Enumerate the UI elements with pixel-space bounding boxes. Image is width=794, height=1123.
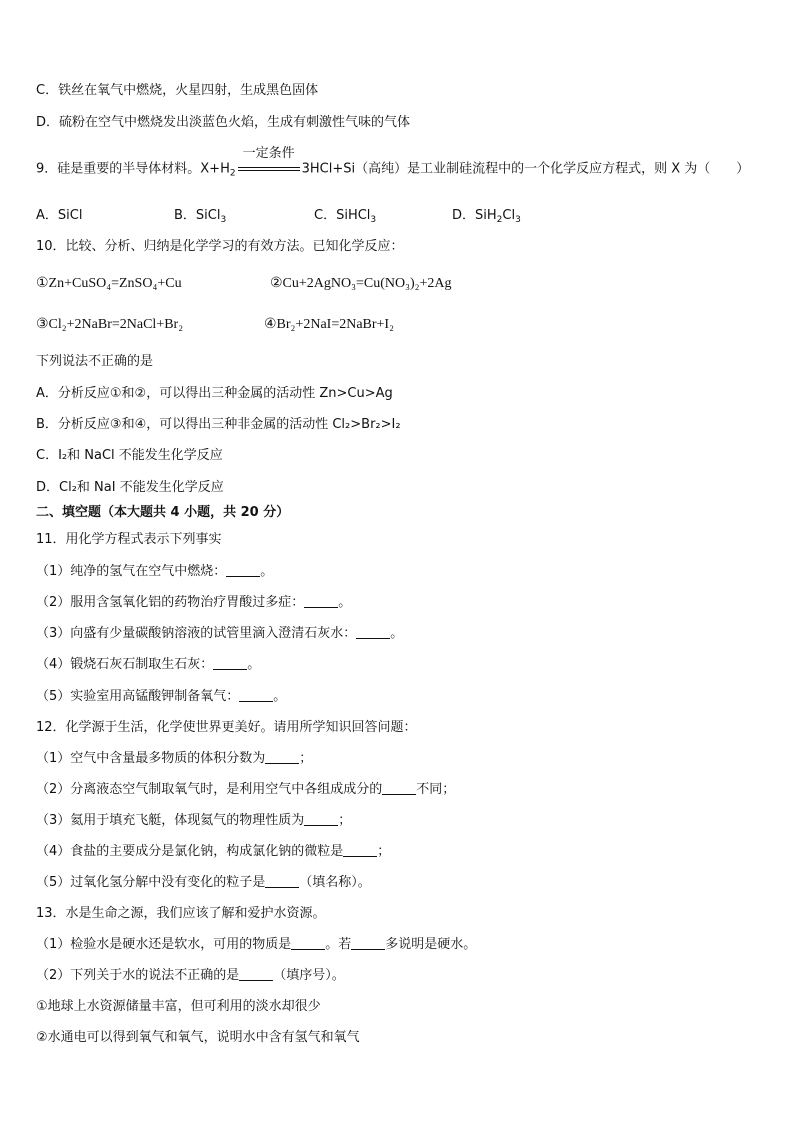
q10-question: 下列说法不正确的是	[36, 354, 154, 369]
q9-prefix: 9．硅是重要的半导体材料。X+H	[36, 161, 230, 177]
q9-option-c: C．SiHCl$_3$	[314, 208, 377, 225]
q9-suffix: 3HCl+Si（高纯）是工业制硅流程中的一个化学反应方程式，则 X 为（ ）	[301, 161, 750, 177]
answer-blank[interactable]	[213, 656, 247, 670]
q9-options	[36, 207, 521, 225]
q13-stem: 13．水是生命之源，我们应该了解和爱护水资源。	[36, 906, 326, 921]
answer-blank[interactable]	[382, 781, 416, 795]
q11-stem: 11．用化学方程式表示下列事实	[36, 532, 222, 547]
q13-item-1: （1）检验水是硬水还是软水，可用的物质是 。若 多说明是硬水。	[36, 937, 477, 952]
q8-option-c: C．铁丝在氧气中燃烧，火星四射，生成黑色固体	[36, 83, 319, 98]
answer-blank[interactable]	[239, 688, 273, 702]
answer-blank[interactable]	[304, 594, 338, 608]
reaction-3: ③Cl₂+2NaBr=2NaCl+Br₂	[36, 317, 184, 332]
q13-option-2: ②水通电可以得到氧气和氧气，说明水中含有氢气和氧气	[36, 1030, 360, 1045]
q10-stem: 10．比较、分析、归纳是化学学习的有效方法。已知化学反应：	[36, 239, 404, 254]
q9-option-a: A．SiCl	[36, 208, 83, 223]
reaction-4: ④Br₂+2NaI=2NaBr+I₂	[264, 317, 394, 332]
q12-item-4: （4）食盐的主要成分是氯化钠，构成氯化钠的微粒是 ；	[36, 844, 391, 859]
answer-blank[interactable]	[356, 625, 390, 639]
answer-blank[interactable]	[304, 812, 338, 826]
q10-option-c: C．I₂和 NaCl 不能发生化学反应	[36, 448, 223, 463]
q10-option-d: D．Cl₂和 NaI 不能发生化学反应	[36, 480, 224, 495]
q11-item-3: （3）向盛有少量碳酸钠溶液的试管里滴入澄清石灰水： 。	[36, 626, 404, 641]
q10-reactions-row1	[36, 275, 452, 293]
reaction-condition-arrow	[238, 146, 300, 178]
q13-option-1: ①地球上水资源储量丰富，但可利用的淡水却很少	[36, 999, 321, 1014]
q10-reactions-row2	[36, 316, 394, 334]
answer-blank[interactable]	[291, 936, 325, 950]
q10-option-b: B．分析反应③和④，可以得出三种非金属的活动性 Cl₂>Br₂>I₂	[36, 417, 401, 432]
q9-option-b: B．SiCl$_3$	[174, 208, 227, 225]
reaction-condition: 一定条件	[242, 146, 295, 161]
q12-item-2: （2）分离液态空气制取氧气时，是利用空气中各组成成分的 不同；	[36, 782, 456, 797]
q8-option-d: D．硫粉在空气中燃烧发出淡蓝色火焰，生成有刺激性气味的气体	[36, 115, 411, 130]
q11-item-5: （5）实验室用高锰酸钾制备氧气： 。	[36, 689, 287, 704]
q10-option-a: A．分析反应①和②，可以得出三种金属的活动性 Zn>Cu>Ag	[36, 386, 393, 401]
q11-item-1: （1）纯净的氢气在空气中燃烧： 。	[36, 564, 274, 579]
q11-item-2: （2）服用含氢氧化铝的药物治疗胃酸过多症： 。	[36, 595, 352, 610]
reaction-1: ①Zn+CuSO₄=ZnSO₄+Cu	[36, 276, 182, 291]
q13-item-2: （2）下列关于水的说法不正确的是 （填序号）。	[36, 968, 345, 983]
answer-blank[interactable]	[351, 936, 385, 950]
q9-option-d: D．$SiH_2Cl_3$	[452, 208, 521, 225]
answer-blank[interactable]	[239, 967, 273, 981]
answer-blank[interactable]	[265, 750, 299, 764]
reaction-2: ②Cu+2AgNO₃=Cu(NO₃)₂+2Ag	[270, 276, 452, 291]
q12-stem: 12．化学源于生活，化学使世界更美好。请用所学知识回答问题：	[36, 720, 417, 735]
q9-stem	[36, 146, 750, 179]
answer-blank[interactable]	[265, 874, 299, 888]
q12-item-3: （3）氦用于填充飞艇，体现氦气的物理性质为 ；	[36, 813, 352, 828]
q12-item-5: （5）过氧化氢分解中没有变化的粒子是 （填名称）。	[36, 875, 371, 890]
answer-blank[interactable]	[226, 563, 260, 577]
q11-item-4: （4）锻烧石灰石制取生石灰： 。	[36, 657, 261, 672]
q12-item-1: （1）空气中含量最多物质的体积分数为 ；	[36, 751, 313, 766]
section-heading: 二、填空题（本大题共 4 小题，共 20 分）	[36, 505, 290, 520]
q9-h2-sub: 2	[229, 168, 236, 179]
answer-blank[interactable]	[343, 843, 377, 857]
